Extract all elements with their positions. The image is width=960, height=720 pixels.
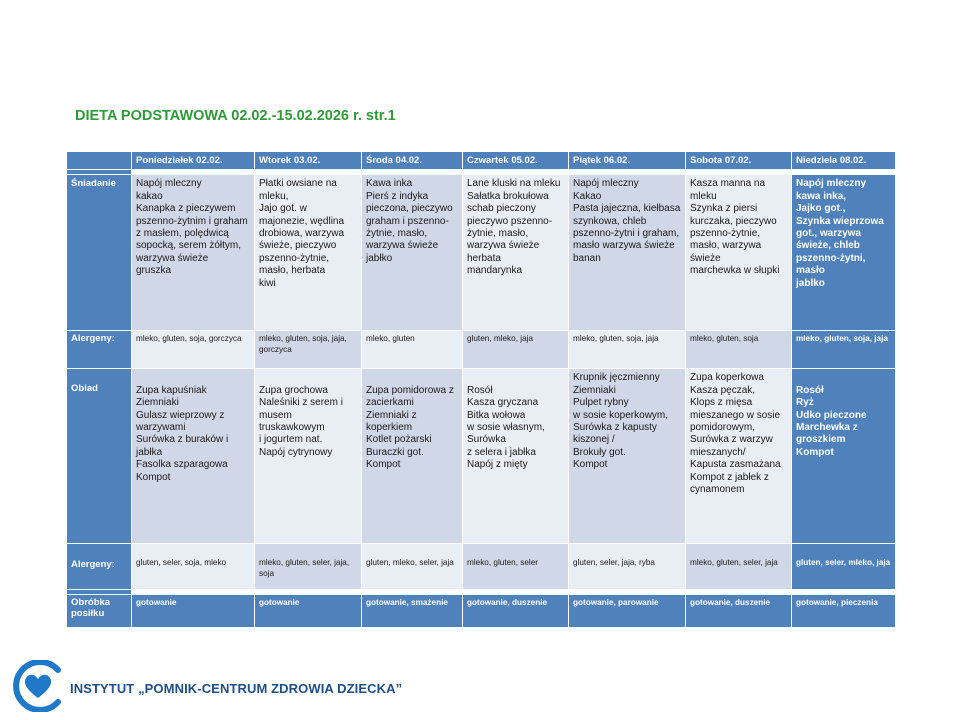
processing-cell: gotowanie, smażenie xyxy=(362,595,463,628)
row-label: Alergeny: xyxy=(67,544,132,590)
processing-cell: gotowanie xyxy=(132,595,255,628)
day-header: Piątek 06.02. xyxy=(569,152,686,170)
row-label: Obróbka posiłku xyxy=(67,595,132,628)
meal-cell: Płatki owsiane na mleku, Jajo got. w majonezie, wędlina drobiowa, warzywa świeże, pieczywo pszenno-żytnie, masło, herbata kiwi xyxy=(255,175,362,331)
corner-cell xyxy=(67,152,132,170)
lunch-row xyxy=(67,369,896,544)
row-label: Obiad xyxy=(67,369,132,544)
day-header: Sobota 07.02. xyxy=(686,152,792,170)
day-header: Czwartek 05.02. xyxy=(463,152,569,170)
allergen-cell: mleko, gluten, soja xyxy=(686,331,792,369)
meal-cell: Rosół Kasza gryczana Bitka wołowa w sosie własnym, Surówka z selera i jabłka Napój z mięty xyxy=(463,369,569,544)
allergen-cell: gluten, mleko, jaja xyxy=(463,331,569,369)
meal-cell: Zupa grochowa Naleśniki z serem i musem truskawkowym i jogurtem nat. Napój cytrynowy xyxy=(255,369,362,544)
allergen-cell: gluten, seler, soja, mleko xyxy=(132,544,255,590)
meal-cell: Zupa pomidorowa z zacierkami Ziemniaki z koperkiem Kotlet pożarski Buraczki got. Kompot xyxy=(362,369,463,544)
allergen-cell: mleko, gluten, seler xyxy=(463,544,569,590)
processing-row xyxy=(67,595,896,628)
allergen-cell: gluten, mleko, seler, jaja xyxy=(362,544,463,590)
meal-cell: Kasza manna na mleku Szynka z piersi kurczaka, pieczywo pszenno-żytnie, masło, warzywa świeże marchewka w słupki xyxy=(686,175,792,331)
breakfast-row xyxy=(67,175,896,331)
meal-cell: Krupnik jęczmienny Ziemniaki Pulpet rybny w sosie koperkowym, Surówka z kapusty kiszonej / Brokuły got. Kompot xyxy=(569,369,686,544)
row-label: Śniadanie xyxy=(67,175,132,331)
processing-cell: gotowanie, duszenie xyxy=(463,595,569,628)
meal-cell: Rosół Ryż Udko pieczone Marchewka z groszkiem Kompot xyxy=(792,369,896,544)
institute-name: INSTYTUT „POMNIK-CENTRUM ZDROWIA DZIECKA” xyxy=(70,681,403,696)
processing-cell: gotowanie xyxy=(255,595,362,628)
allergen-cell: mleko, gluten xyxy=(362,331,463,369)
header-row xyxy=(67,152,896,170)
allergen-cell: gluten, seler, mleko, jaja xyxy=(792,544,896,590)
allergen-cell: mleko, gluten, soja, gorczyca xyxy=(132,331,255,369)
allergen-cell: gluten, seler, jaja, ryba xyxy=(569,544,686,590)
row-label: Alergeny: xyxy=(67,331,132,369)
day-header: Wtorek 03.02. xyxy=(255,152,362,170)
allergen-cell: mleko, gluten, seler, jaja xyxy=(686,544,792,590)
meal-cell: Napój mleczny kawa inka, Jajko got., Szynka wieprzowa got., warzywa świeże, chleb pszenno-żytni, masło jabłko xyxy=(792,175,896,331)
day-header: Niedziela 08.02. xyxy=(792,152,896,170)
day-header: Środa 04.02. xyxy=(362,152,463,170)
meal-cell: Napój mleczny kakao Kanapka z pieczywem pszenno-żytnim i graham z masłem, polędwicą sopocką, serem żółtym, warzywa świeże gruszka xyxy=(132,175,255,331)
breakfast-allergens-row xyxy=(67,331,896,369)
meal-cell: Napój mleczny Kakao Pasta jajeczna, kiełbasa szynkowa, chleb pszenno-żytni i graham, masło warzywa świeże banan xyxy=(569,175,686,331)
page-title: DIETA PODSTAWOWA 02.02.-15.02.2026 r. str.1 xyxy=(75,108,396,124)
meal-cell: Zupa koperkowa Kasza pęczak, Klops z mięsa mieszanego w sosie pomidorowym, Surówka z warzyw mieszanych/ Kapusta zasmażana Kompot z jabłek z cynamonem xyxy=(686,369,792,544)
processing-cell: gotowanie, parowanie xyxy=(569,595,686,628)
allergen-cell: mleko, gluten, soja, jaja xyxy=(792,331,896,369)
processing-cell: gotowanie, pieczenia xyxy=(792,595,896,628)
meal-cell: Kawa inka Pierś z indyka pieczona, pieczywo graham i pszenno-żytnie, masło, warzywa świeże jabłko xyxy=(362,175,463,331)
allergen-cell: mleko, gluten, soja, jaja xyxy=(569,331,686,369)
allergen-cell: mleko, gluten, seler, jaja, soja xyxy=(255,544,362,590)
processing-cell: gotowanie, duszenie xyxy=(686,595,792,628)
lunch-allergens-row xyxy=(67,544,896,590)
allergen-cell: mleko, gluten, soja, jaja, gorczyca xyxy=(255,331,362,369)
heart-logo-icon xyxy=(10,660,66,717)
day-header: Poniedziałek 02.02. xyxy=(132,152,255,170)
meal-cell: Lane kluski na mleku Sałatka brokułowa schab pieczony pieczywo pszenno-żytnie, masło, warzywa świeże herbata mandarynka xyxy=(463,175,569,331)
meal-cell: Zupa kapuśniak Ziemniaki Gulasz wieprzowy z warzywami Surówka z buraków i jabłka Fasolka szparagowa Kompot xyxy=(132,369,255,544)
diet-menu-table xyxy=(66,151,896,628)
institute-logo xyxy=(10,660,402,717)
